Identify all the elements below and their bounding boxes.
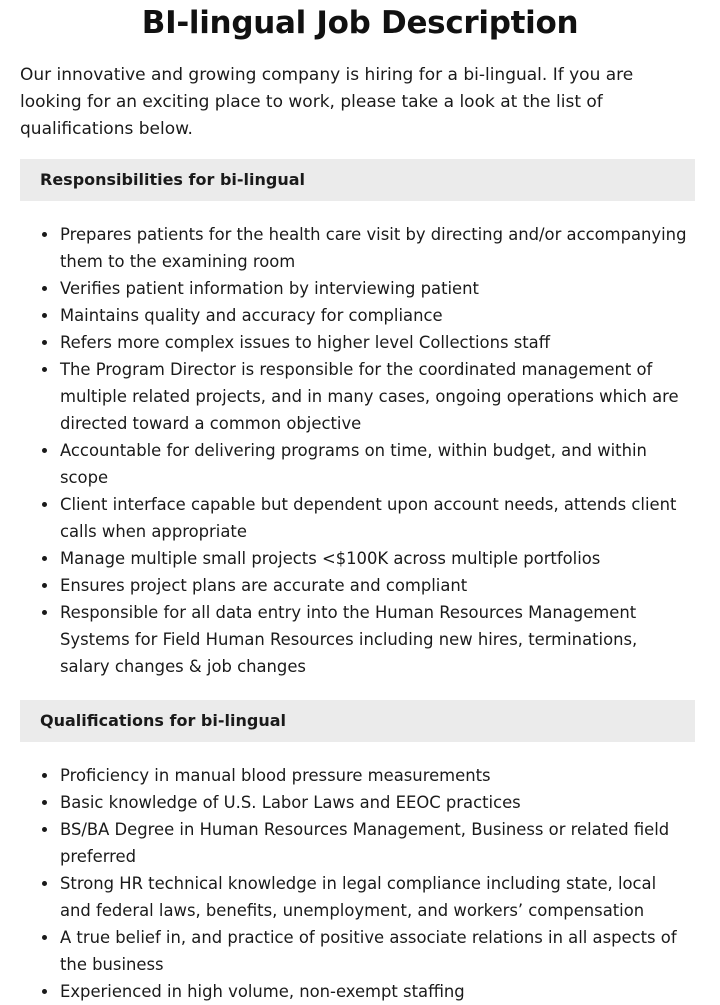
list-item: Verifies patient information by interviewing patient (60, 275, 692, 302)
intro-paragraph: Our innovative and growing company is hiring for a bi-lingual. If you are looking for an exciting place to work, please take a look at the list of qualifications below. (20, 65, 634, 139)
list-item: Manage multiple small projects <$100K across multiple portfolios (60, 545, 692, 572)
qualifications-list (0, 762, 720, 1005)
list-item: Client interface capable but dependent upon account needs, attends client calls when appropriate (60, 491, 692, 545)
list-item: The Program Director is responsible for the coordinated management of multiple related projects, and in many cases, ongoing operations which are directed toward a common objective (60, 356, 692, 437)
list-item: Proficiency in manual blood pressure measurements (60, 762, 692, 789)
page-title: BI-lingual Job Description (141, 5, 579, 41)
responsibilities-heading: Responsibilities for bi-lingual (20, 159, 695, 201)
list-item: Refers more complex issues to higher level Collections staff (60, 329, 692, 356)
list-item: Prepares patients for the health care visit by directing and/or accompanying them to the examining room (60, 221, 692, 275)
list-item: Responsible for all data entry into the Human Resources Management Systems for Field Human Resources including new hires, terminations, salary changes & job changes (60, 599, 692, 680)
list-item: BS/BA Degree in Human Resources Management, Business or related field preferred (60, 816, 692, 870)
list-item: Ensures project plans are accurate and compliant (60, 572, 692, 599)
list-item: Accountable for delivering programs on time, within budget, and within scope (60, 437, 692, 491)
list-item: Maintains quality and accuracy for compliance (60, 302, 692, 329)
list-item: Experienced in high volume, non-exempt staffing (60, 978, 692, 1005)
list-item: Strong HR technical knowledge in legal compliance including state, local and federal laws, benefits, unemployment, and workers’ compensation (60, 870, 692, 924)
responsibilities-list (0, 221, 720, 680)
qualifications-heading: Qualifications for bi-lingual (20, 700, 695, 742)
list-item: A true belief in, and practice of positive associate relations in all aspects of the business (60, 924, 692, 978)
list-item: Basic knowledge of U.S. Labor Laws and EEOC practices (60, 789, 692, 816)
